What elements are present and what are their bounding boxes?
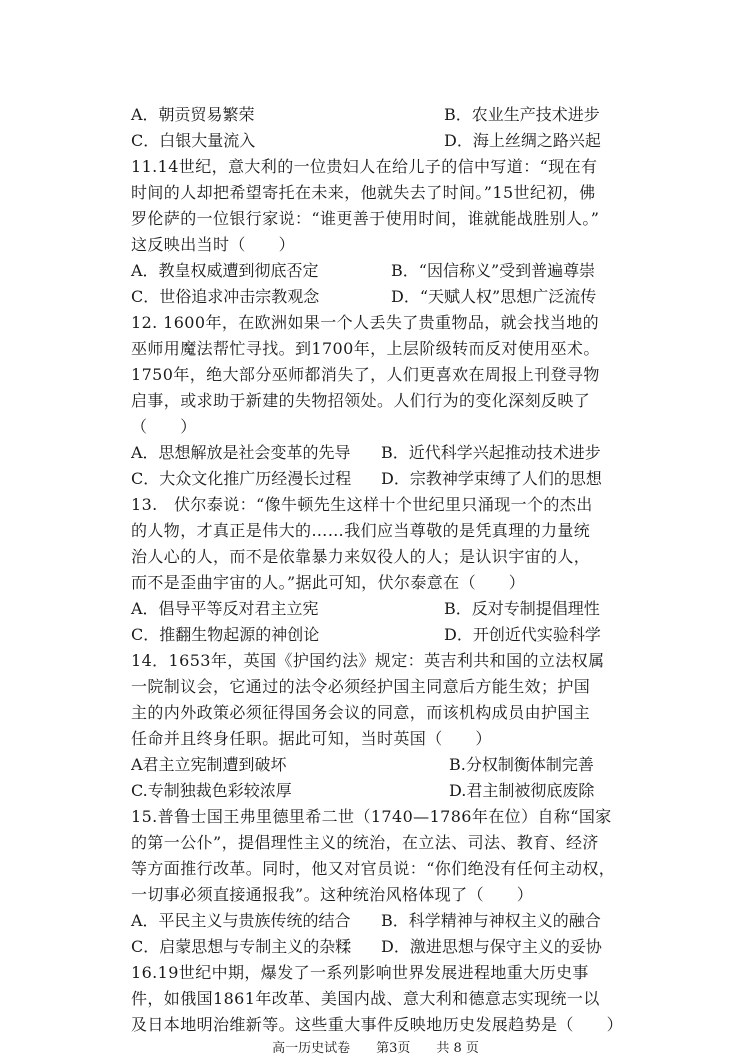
q12-stem-line-5: （ ） bbox=[131, 417, 197, 436]
q12-option-d: D．宗教神学束缚了人们的思想 bbox=[381, 469, 602, 488]
footer-subject: 高一历史试卷 bbox=[272, 1041, 351, 1056]
q11-option-b: B．“因信称义”受到普遍尊崇 bbox=[391, 261, 596, 280]
q10-option-b: B．农业生产技术进步 bbox=[444, 105, 600, 124]
q16-stem-line-2: 件，如俄国1861年改革、美国内战、意大利和德意志实现统一以 bbox=[131, 989, 600, 1008]
q14-options-row-2 bbox=[131, 778, 631, 804]
q15-options-row-2 bbox=[131, 934, 631, 960]
q15-stem-line-4: 一切事必须直接通报我”。这种统治风格体现了（ ） bbox=[131, 885, 534, 904]
q15-option-b: B．科学精神与神权主义的融合 bbox=[381, 911, 601, 930]
q14-options-row-1 bbox=[131, 752, 631, 778]
page-footer bbox=[0, 1040, 751, 1058]
q13-option-d: D．开创近代实验科学 bbox=[444, 625, 601, 644]
q15-stem-line-3: 等方面推行改革。同时，他又对官员说：“你们绝没有任何主动权， bbox=[131, 859, 616, 878]
q11-option-d: D．“天赋人权”思想广泛流传 bbox=[391, 287, 597, 306]
q12-options-row-2 bbox=[131, 466, 631, 492]
q11-options-row-2 bbox=[131, 284, 631, 310]
q14-stem-line-1: 14．1653年，英国《护国约法》规定：英吉利共和国的立法权属 bbox=[131, 651, 605, 670]
q14-stem-line-3: 主的内外政策必须征得国务会议的同意，而该机构成员由护国主 bbox=[131, 703, 591, 722]
q10-option-d: D．海上丝绸之路兴起 bbox=[444, 131, 601, 150]
q14-option-a: A君主立宪制遭到破坏 bbox=[131, 755, 287, 774]
q12-stem-line-3: 1750年，绝大部分巫师都消失了，人们更喜欢在周报上刊登寻物 bbox=[131, 365, 600, 384]
q13-stem-line-1: 13. 伏尔泰说：“像牛顿先生这样十个世纪里只涌现一个的杰出 bbox=[131, 495, 593, 514]
q15-stem-line-1: 15.普鲁士国王弗里德里希二世（1740—1786年在位）自称“国家 bbox=[131, 807, 612, 826]
q12-option-a: A．思想解放是社会变革的先导 bbox=[131, 443, 351, 462]
q13-option-b: B．反对专制提倡理性 bbox=[444, 599, 600, 618]
q14-option-d: D.君主制被彻底废除 bbox=[449, 781, 595, 800]
q10-option-a: A．朝贡贸易繁荣 bbox=[131, 105, 255, 124]
q15-option-c: C．启蒙思想与专制主义的杂糅 bbox=[131, 937, 352, 956]
q10-option-c: C．白银大量流入 bbox=[131, 131, 256, 150]
footer-page-number: 第3页 bbox=[376, 1041, 411, 1056]
q16-stem-line-1: 16.19世纪中期，爆发了一系列影响世界发展进程地重大历史事 bbox=[131, 963, 589, 982]
q13-options-row-1 bbox=[131, 596, 631, 622]
q14-option-c: C.专制独裁色彩较浓厚 bbox=[131, 781, 292, 800]
q13-stem-line-3: 治人心的人，而不是依靠暴力来奴役人的人；是认识宇宙的人， bbox=[131, 547, 591, 566]
q12-stem-line-2: 巫师用魔法帮忙寻找。到1700年，上层阶级转而反对使用巫术。 bbox=[131, 339, 600, 358]
q12-stem-line-4: 启事，或求助于新建的失物招领处。人们行为的变化深刻反映了 bbox=[131, 391, 591, 410]
q10-options-row-1 bbox=[131, 102, 631, 128]
q13-option-c: C．推翻生物起源的神创论 bbox=[131, 625, 320, 644]
q12-option-c: C．大众文化推广历经漫长过程 bbox=[131, 469, 352, 488]
q15-options-row-1 bbox=[131, 908, 631, 934]
q11-stem-line-4: 这反映出当时（ ） bbox=[131, 235, 296, 254]
q15-option-d: D．激进思想与保守主义的妥协 bbox=[381, 937, 602, 956]
q14-stem-line-2: 一院制议会，它通过的法令必须经护国主同意后方能生效；护国 bbox=[131, 677, 591, 696]
q16-stem-line-3: 及日本地明治维新等。这些重大事件反映地历史发展趋势是（ ） bbox=[131, 1015, 624, 1034]
q13-stem-line-4: 而不是歪曲宇宙的人。”据此可知，伏尔泰意在（ ） bbox=[131, 573, 526, 592]
q10-options-row-2 bbox=[131, 128, 631, 154]
q13-option-a: A．倡导平等反对君主立宪 bbox=[131, 599, 319, 618]
q11-options-row-1 bbox=[131, 258, 631, 284]
footer-total-pages: 共 8 页 bbox=[436, 1041, 479, 1056]
q11-stem-line-3: 罗伦萨的一位银行家说：“谁更善于使用时间，谁就能战胜别人。” bbox=[131, 209, 600, 228]
q12-options-row-1 bbox=[131, 440, 631, 466]
q11-stem-line-2: 时间的人却把希望寄托在未来，他就失去了时间。”15世纪初，佛 bbox=[131, 183, 596, 202]
q12-stem-line-1: 12. 1600年，在欧洲如果一个人丢失了贵重物品，就会找当地的 bbox=[131, 313, 600, 332]
q13-options-row-2 bbox=[131, 622, 631, 648]
q11-option-a: A．教皇权威遭到彻底否定 bbox=[131, 261, 319, 280]
q12-option-b: B．近代科学兴起推动技术进步 bbox=[381, 443, 601, 462]
q15-option-a: A．平民主义与贵族传统的结合 bbox=[131, 911, 351, 930]
q14-option-b: B.分权制衡体制完善 bbox=[449, 755, 594, 774]
q13-stem-line-2: 的人物，才真正是伟大的……我们应当尊敬的是凭真理的力量统 bbox=[131, 521, 591, 540]
q11-option-c: C．世俗追求冲击宗教观念 bbox=[131, 287, 320, 306]
q15-stem-line-2: 的第一公仆”，提倡理性主义的统治，在立法、司法、教育、经济 bbox=[131, 833, 599, 852]
q11-stem-line-1: 11.14世纪，意大利的一位贵妇人在给儿子的信中写道：“现在有 bbox=[131, 157, 598, 176]
q14-stem-line-4: 任命并且终身任职。据此可知，当时英国（ ） bbox=[131, 729, 492, 748]
